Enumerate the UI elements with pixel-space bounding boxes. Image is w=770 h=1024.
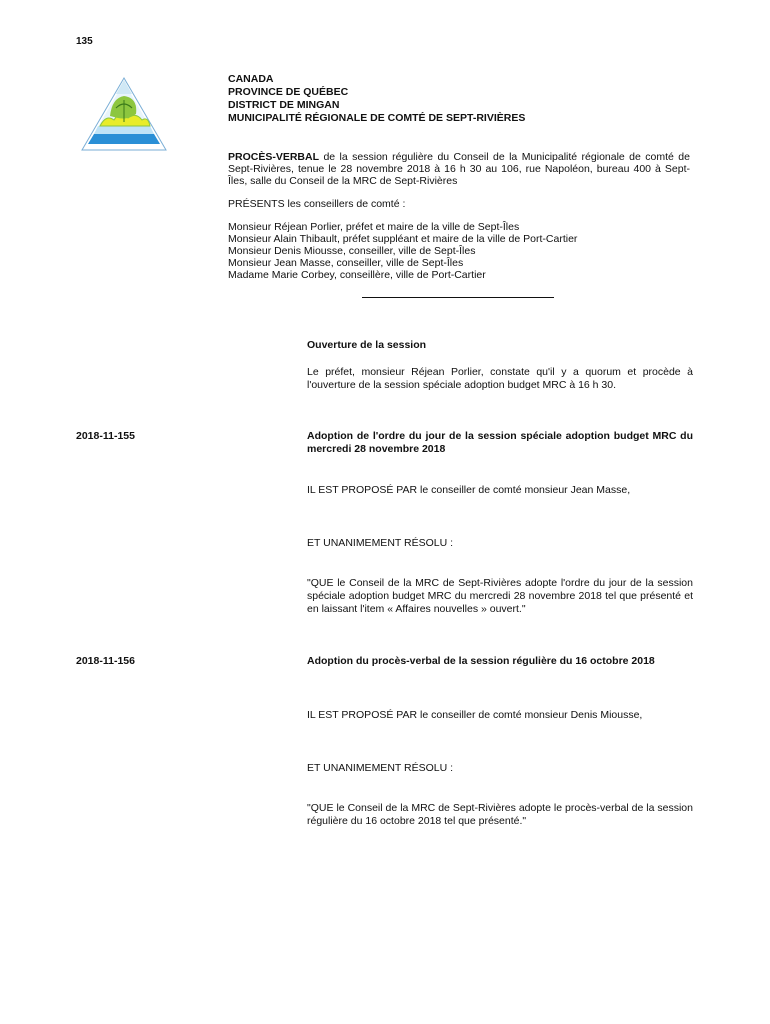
resolution-resolved: ET UNANIMEMENT RÉSOLU : bbox=[307, 762, 454, 774]
member-item: Monsieur Alain Thibault, préfet suppléant et maire de la ville de Port-Cartier bbox=[228, 233, 578, 245]
resolution-proposed: IL EST PROPOSÉ PAR le conseiller de comté monsieur Jean Masse, bbox=[307, 484, 631, 496]
resolution-title: Adoption de l'ordre du jour de la session spéciale adoption budget MRC du mercredi 28 novembre 2018 bbox=[307, 430, 693, 455]
header-line: PROVINCE DE QUÉBEC bbox=[228, 86, 349, 98]
resolution-proposed: IL EST PROPOSÉ PAR le conseiller de comté monsieur Denis Miousse, bbox=[307, 709, 643, 721]
member-item: Monsieur Jean Masse, conseiller, ville de Sept-Îles bbox=[228, 257, 464, 269]
header-line: CANADA bbox=[228, 73, 274, 85]
member-item: Monsieur Denis Miousse, conseiller, ville de Sept-Îles bbox=[228, 245, 476, 257]
header-line: MUNICIPALITÉ RÉGIONALE DE COMTÉ DE SEPT-RIVIÈRES bbox=[228, 112, 526, 124]
resolution-number: 2018-11-156 bbox=[76, 655, 135, 667]
resolution-text: "QUE le Conseil de la MRC de Sept-Rivières adopte le procès-verbal de la session régulière du 16 octobre 2018 tel que présenté." bbox=[307, 802, 693, 827]
member-item: Madame Marie Corbey, conseillère, ville de Port-Cartier bbox=[228, 269, 486, 281]
presents-line: PRÉSENTS les conseillers de comté : bbox=[228, 198, 406, 210]
header-line: DISTRICT DE MINGAN bbox=[228, 99, 340, 111]
opening-title: Ouverture de la session bbox=[307, 339, 427, 351]
resolution-text: "QUE le Conseil de la MRC de Sept-Rivières adopte l'ordre du jour de la session spéciale adoption budget MRC du mercredi 28 novembre 2018 tel que présenté et en laissant l'item « Affaires nouvelles » ouvert." bbox=[307, 577, 693, 615]
document-header bbox=[228, 73, 525, 125]
resolution-number: 2018-11-155 bbox=[76, 430, 135, 442]
divider bbox=[362, 297, 554, 298]
resolution-title: Adoption du procès-verbal de la session régulière du 16 octobre 2018 bbox=[307, 655, 655, 667]
resolution-resolved: ET UNANIMEMENT RÉSOLU : bbox=[307, 537, 454, 549]
page-number: 135 bbox=[76, 36, 93, 47]
opening-text: Le préfet, monsieur Réjean Porlier, constate qu'il y a quorum et procède à l'ouverture de la session spéciale adoption budget MRC à 16 h 30. bbox=[307, 366, 693, 391]
intro-paragraph bbox=[228, 151, 690, 187]
intro-text: de la session régulière du Conseil de la Municipalité régionale de comté de Sept-Rivières, tenue le 28 novembre 2018 à 16 h 30 au 106, rue Napoléon, bureau 400 à Sept-Îles, salle du Conseil de la MRC de Sept-Rivières bbox=[228, 151, 690, 187]
members-list bbox=[228, 221, 577, 281]
member-item: Monsieur Réjean Porlier, préfet et maire de la ville de Sept-Îles bbox=[228, 221, 520, 233]
mrc-sept-rivieres-logo-icon bbox=[80, 76, 168, 152]
intro-bold: PROCÈS-VERBAL bbox=[228, 151, 320, 163]
